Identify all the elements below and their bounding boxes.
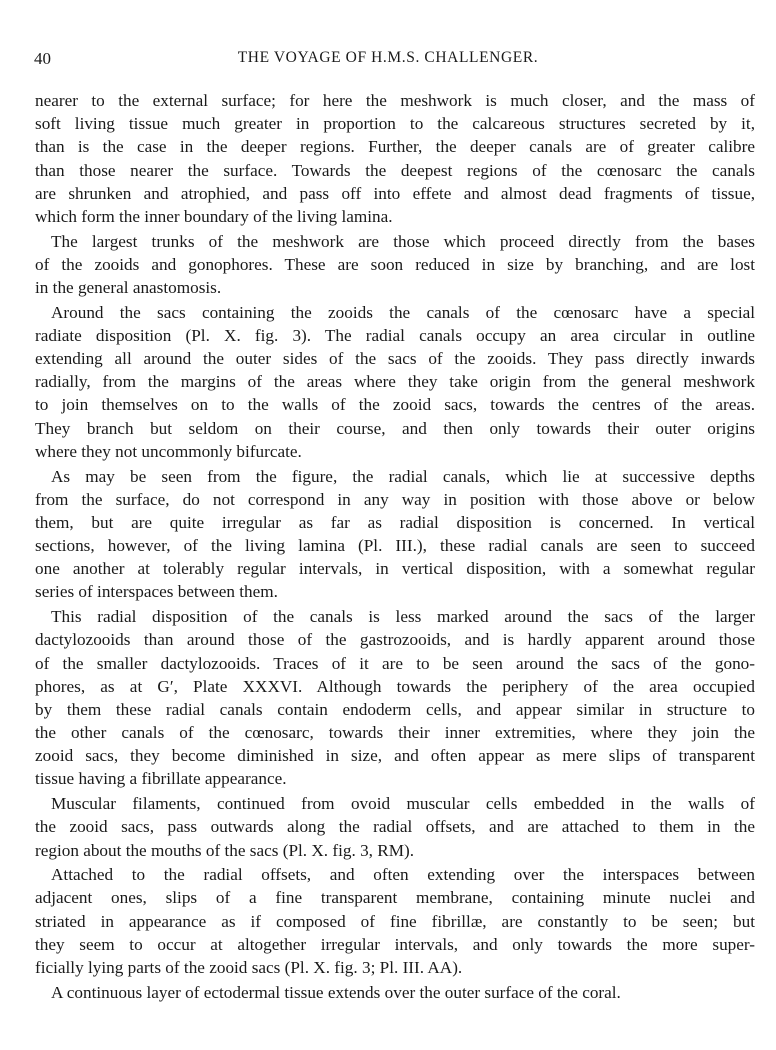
text-line: Around the sacs containing the zooids the canals of the cœnosarc have a special bbox=[51, 302, 755, 322]
text-line: nearer to the external surface; for here the meshwork is much closer, and the mass of bbox=[35, 91, 755, 110]
text-line: by them these radial canals contain endoderm cells, and appear similar in structure to bbox=[35, 699, 755, 719]
text-line: of the zooids and gonophores. These are soon reduced in size by branching, and are lost bbox=[35, 254, 755, 274]
text-line: in the general anastomosis. bbox=[35, 278, 222, 297]
text-line: than those nearer the surface. Towards the deepest regions of the cœnosarc the canals bbox=[35, 160, 755, 180]
text-line: where they not uncommonly bifurcate. bbox=[35, 441, 302, 461]
text-line: They branch but seldom on their course, and then only towards their outer origins bbox=[35, 418, 755, 438]
text-line: Attached to the radial offsets, and often extending over the interspaces between bbox=[51, 865, 755, 885]
text-line: radially, from the margins of the areas where they take origin from the general meshwork bbox=[35, 372, 755, 392]
text-line: from the surface, do not correspond in any way in position with those above or below bbox=[35, 489, 755, 509]
text-line: zooid sacs, they become diminished in size, and often appear as mere slips of transparent bbox=[35, 746, 755, 766]
paragraph bbox=[35, 465, 755, 604]
text-line: they seem to occur at altogether irregular intervals, and only towards the more super- bbox=[35, 934, 755, 954]
text-line: soft living tissue much greater in proportion to the calcareous structures secreted by it, bbox=[35, 114, 755, 134]
text-line: of the smaller dactylozooids. Traces of it are to be seen around the sacs of the gono- bbox=[35, 653, 755, 673]
text-line: one another at tolerably regular intervals, in vertical disposition, with a somewhat regular bbox=[35, 559, 755, 579]
text-line: The largest trunks of the meshwork are those which proceed directly from the bases bbox=[51, 231, 755, 251]
text-line: ficially lying parts of the zooid sacs (Pl. X. fig. 3; Pl. III. AA). bbox=[35, 957, 463, 977]
text-line: Muscular filaments, continued from ovoid muscular cells embedded in the walls of bbox=[51, 794, 755, 814]
page-number: 40 bbox=[34, 49, 51, 68]
text-line: series of interspaces between them. bbox=[35, 582, 278, 602]
paragraph bbox=[35, 981, 755, 1004]
text-line: the other canals of the cœnosarc, towards their inner extremities, where they join the bbox=[35, 723, 755, 743]
text-line: region about the mouths of the sacs (Pl. X. fig. 3, RM). bbox=[35, 840, 415, 860]
text-line: dactylozooids than around those of the gastrozooids, and is hardly apparent around those bbox=[35, 630, 755, 650]
text-line: radiate disposition (Pl. X. fig. 3). The radial canals occupy an area circular in outline bbox=[35, 325, 755, 345]
text-line: A continuous layer of ectodermal tissue extends over the outer surface of the coral. bbox=[51, 982, 621, 1002]
text-line: sections, however, of the living lamina (Pl. III.), these radial canals are seen to succeed bbox=[35, 536, 755, 556]
text-line: adjacent ones, slips of a fine transparent membrane, containing minute nuclei and bbox=[35, 888, 755, 908]
text-line: them, but are quite irregular as far as radial disposition is concerned. In vertical bbox=[35, 512, 755, 532]
text-line: are shrunken and atrophied, and pass off into effete and almost dead fragments of tissue, bbox=[35, 183, 755, 203]
running-title: THE VOYAGE OF H.M.S. CHALLENGER. bbox=[237, 49, 539, 66]
paragraph bbox=[35, 863, 755, 979]
text-line: extending all around the outer sides of the sacs of the zooids. They pass directly inwards bbox=[35, 349, 755, 369]
text-line: than is the case in the deeper regions. Further, the deeper canals are of greater calibre bbox=[35, 137, 755, 157]
text-line: tissue having a fibrillate appearance. bbox=[35, 769, 287, 789]
text-line: to join themselves on to the walls of the zooid sacs, towards the centres of the areas. bbox=[35, 395, 755, 415]
text-line: striated in appearance as if composed of fine fibrillæ, are constantly to be seen; but bbox=[35, 911, 755, 931]
paragraph bbox=[35, 792, 755, 862]
text-line: This radial disposition of the canals is less marked around the sacs of the larger bbox=[51, 607, 755, 627]
text-line: which form the inner boundary of the living lamina. bbox=[35, 206, 393, 226]
text-line: phores, as at G′, Plate XXXVI. Although towards the periphery of the area occupied bbox=[35, 676, 755, 696]
paragraph bbox=[35, 230, 755, 300]
paragraph bbox=[35, 89, 755, 228]
text-line: the zooid sacs, pass outwards along the radial offsets, and are attached to them in the bbox=[35, 817, 755, 837]
body-text bbox=[35, 89, 755, 1005]
paragraph bbox=[35, 301, 755, 463]
text-line: As may be seen from the figure, the radial canals, which lie at successive depths bbox=[51, 466, 755, 486]
paragraph bbox=[35, 605, 755, 791]
